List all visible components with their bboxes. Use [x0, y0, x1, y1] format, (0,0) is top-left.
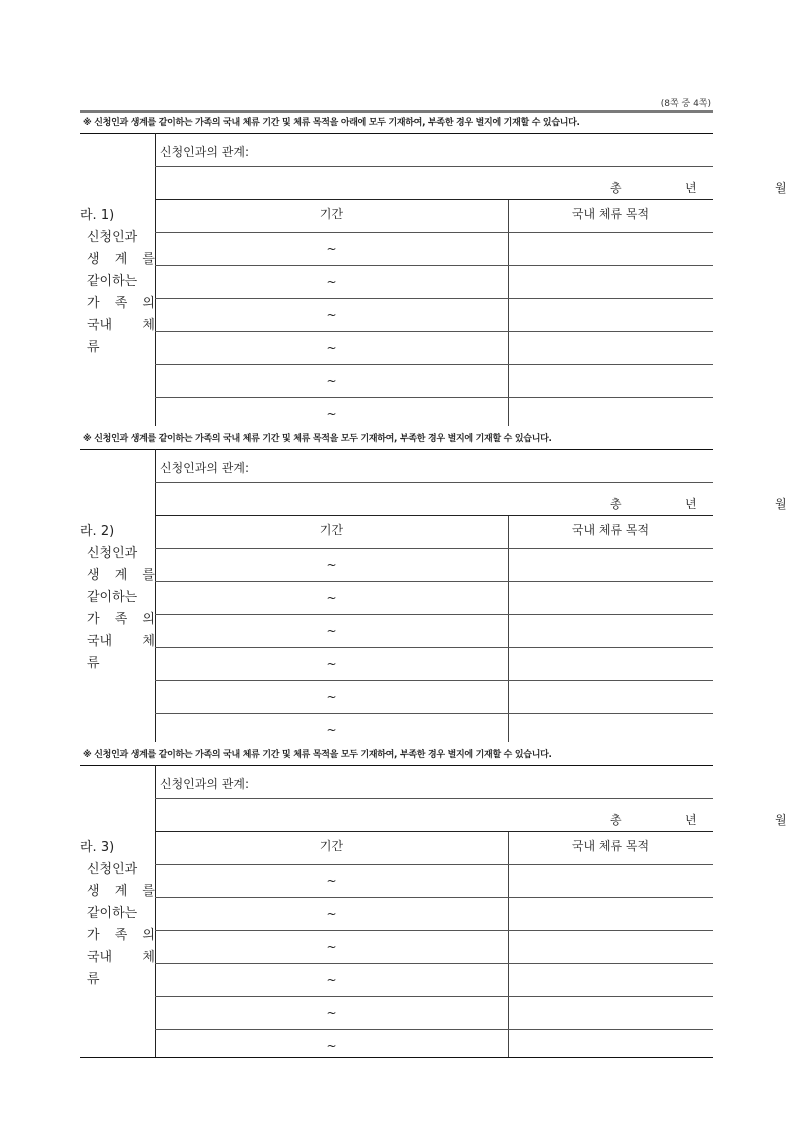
description-line: 가 족 의 [87, 296, 155, 311]
purpose-column-header: 국내 체류 목적 [571, 523, 650, 537]
description-line: 가 족 의 [87, 928, 155, 943]
section-top-border [80, 765, 713, 766]
item-description [87, 543, 155, 675]
description-line: 국내 체 [87, 634, 155, 649]
notice-text: ※ 신청인과 생계를 같이하는 가족의 국내 체류 기간 및 체류 목적을 아래에 모두 기재하여, 부족한 경우 별지에 기재할 수 있습니다. [83, 118, 580, 128]
description-line: 같이하는 [87, 274, 138, 289]
period-column-header: 기간 [319, 207, 344, 221]
total-label: 총 [610, 497, 622, 511]
table-row-line [155, 548, 713, 549]
table-row-line [155, 647, 713, 648]
table-column-divider [508, 831, 509, 1058]
relation-label[interactable]: 신청인과의 관계: [160, 777, 250, 791]
period-range-field[interactable]: ~ [326, 657, 337, 671]
period-range-field[interactable]: ~ [326, 275, 337, 289]
table-row-line [155, 897, 713, 898]
period-range-field[interactable]: ~ [326, 591, 337, 605]
description-line: 같이하는 [87, 590, 138, 605]
relation-label[interactable]: 신청인과의 관계: [160, 145, 250, 159]
relation-label[interactable]: 신청인과의 관계: [160, 461, 250, 475]
table-row-line [155, 864, 713, 865]
table-row-line [155, 713, 713, 714]
item-description [87, 859, 155, 991]
description-line: 가 족 의 [87, 612, 155, 627]
purpose-column-header: 국내 체류 목적 [571, 839, 650, 853]
period-range-field[interactable]: ~ [326, 1006, 337, 1020]
notice-text: ※ 신청인과 생계를 같이하는 가족의 국내 체류 기간 및 체류 목적을 모두 기재하여, 부족한 경우 별지에 기재할 수 있습니다. [83, 434, 552, 444]
month-label: 월 [775, 813, 787, 827]
section-top-border [80, 449, 713, 450]
month-label: 월 [775, 497, 787, 511]
total-duration-row[interactable] [155, 179, 787, 199]
description-line: 생 계 를 [87, 568, 155, 583]
notice-text: ※ 신청인과 생계를 같이하는 가족의 국내 체류 기간 및 체류 목적을 모두 기재하여, 부족한 경우 별지에 기재할 수 있습니다. [83, 750, 552, 760]
family-stay-section-2 [80, 427, 787, 742]
table-row-line [155, 364, 713, 365]
total-duration-row[interactable] [155, 811, 787, 831]
period-column-header: 기간 [319, 523, 344, 537]
period-column-header: 기간 [319, 839, 344, 853]
table-row-line [155, 265, 713, 266]
purpose-column-header: 국내 체류 목적 [571, 207, 650, 221]
description-line: 류 [87, 656, 100, 671]
description-line: 신청인과 [87, 546, 138, 561]
description-line: 국내 체 [87, 318, 155, 333]
table-column-divider [508, 199, 509, 426]
table-row-line [155, 298, 713, 299]
relation-row-line [155, 798, 713, 799]
header-top-line [155, 515, 713, 516]
year-label: 년 [685, 497, 697, 511]
header-top-line [155, 199, 713, 200]
relation-row-line [155, 482, 713, 483]
table-row-line [155, 930, 713, 931]
month-label: 월 [775, 181, 787, 195]
description-line: 류 [87, 972, 100, 987]
period-range-field[interactable]: ~ [326, 690, 337, 704]
period-range-field[interactable]: ~ [326, 242, 337, 256]
period-range-field[interactable]: ~ [326, 1039, 337, 1053]
table-row-line [155, 397, 713, 398]
table-row-line [155, 331, 713, 332]
table-row-line [155, 1029, 713, 1030]
item-label: 라. 1) [80, 208, 115, 223]
period-range-field[interactable]: ~ [326, 723, 337, 737]
description-line: 같이하는 [87, 906, 138, 921]
table-row-line [155, 581, 713, 582]
item-label: 라. 2) [80, 524, 115, 539]
year-label: 년 [685, 813, 697, 827]
period-range-field[interactable]: ~ [326, 308, 337, 322]
total-duration-row[interactable] [155, 495, 787, 515]
table-row-line [155, 963, 713, 964]
description-line: 국내 체 [87, 950, 155, 965]
table-row-line [155, 614, 713, 615]
period-range-field[interactable]: ~ [326, 341, 337, 355]
period-range-field[interactable]: ~ [326, 973, 337, 987]
period-range-field[interactable]: ~ [326, 874, 337, 888]
header-top-line [155, 831, 713, 832]
period-range-field[interactable]: ~ [326, 558, 337, 572]
total-label: 총 [610, 181, 622, 195]
family-stay-section-3 [80, 743, 787, 1058]
period-range-field[interactable]: ~ [326, 624, 337, 638]
page-indicator: (8쪽 중 4쪽) [660, 99, 711, 109]
table-row-line [155, 996, 713, 997]
section-bottom-border [80, 1057, 713, 1058]
table-column-divider [508, 515, 509, 742]
period-range-field[interactable]: ~ [326, 374, 337, 388]
period-range-field[interactable]: ~ [326, 407, 337, 421]
description-line: 생 계 를 [87, 884, 155, 899]
table-row-line [155, 680, 713, 681]
year-label: 년 [685, 181, 697, 195]
section-top-border [80, 133, 713, 134]
item-label: 라. 3) [80, 840, 115, 855]
period-range-field[interactable]: ~ [326, 907, 337, 921]
description-line: 류 [87, 340, 100, 355]
family-stay-section-1 [80, 111, 787, 426]
period-range-field[interactable]: ~ [326, 940, 337, 954]
table-row-line [155, 232, 713, 233]
description-line: 생 계 를 [87, 252, 155, 267]
total-label: 총 [610, 813, 622, 827]
item-description [87, 227, 155, 359]
relation-row-line [155, 166, 713, 167]
description-line: 신청인과 [87, 230, 138, 245]
description-line: 신청인과 [87, 862, 138, 877]
